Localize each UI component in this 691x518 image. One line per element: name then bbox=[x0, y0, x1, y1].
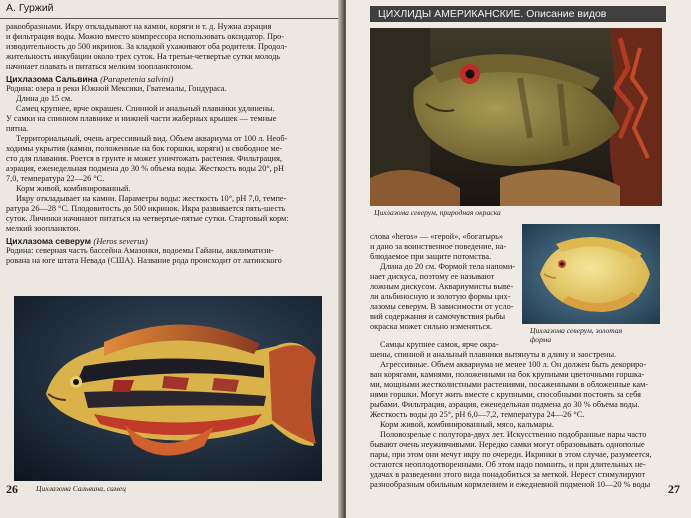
author-name: А. Гуржий bbox=[6, 2, 54, 14]
caption-line: Цихлазома северум, золотая bbox=[530, 326, 623, 335]
section-title-severus bbox=[6, 236, 332, 246]
text-line: рована на юге штата Невада (США). Название рода происходит от латинского bbox=[6, 256, 282, 265]
chapter-title: ЦИХЛИДЫ АМЕРИКАНСКИЕ. Описание видов bbox=[378, 8, 607, 20]
latin-name: (Heros severus) bbox=[93, 236, 148, 246]
text-line: пары, при этом они мечут икру по очереди. Икринки в этом случае, разумеется, bbox=[370, 450, 652, 459]
text-line: суток. Личинки начинают питаться на четвертые-пятые сутки. Стартовый корм: bbox=[6, 214, 289, 223]
text-line: окраска может сильно изменяться. bbox=[370, 322, 493, 331]
text-line: Родина: северная часть бассейна Амазонки, водоемы Гайаны, акклиматизи- bbox=[6, 246, 274, 255]
text-line: Самец крупнее, ярче окрашен. Спинной и анальный плавники удлинены. bbox=[16, 104, 275, 113]
text-line: слова «heros» — «герой», «богатырь» bbox=[370, 232, 504, 241]
text-line: Жесткость воды до 25°, pH 6,0—7,2, температура 24—26 °С. bbox=[370, 410, 585, 419]
text-line: начинает плавать и питаться мелким зоопланктоном. bbox=[6, 62, 193, 71]
text-line: Корм живой, комбинированный. bbox=[16, 184, 131, 193]
text-line: Родина: озера и реки Южной Мексики, Гватемалы, Гондураса. bbox=[6, 84, 227, 93]
left-text-block bbox=[6, 22, 332, 266]
text-line: ван корягами, камнями, положенными на бок крупными цветочными горшка- bbox=[370, 370, 645, 379]
text-line: Корм живой, комбинированный, мясо, кальмары. bbox=[380, 420, 554, 429]
latin-name: (Parapetenia salvini) bbox=[100, 74, 174, 84]
caption-line: форма bbox=[530, 335, 552, 344]
right-running-header bbox=[370, 6, 666, 22]
text-line: У самки на спинном плавнике и нижней части жаберных крышек — темные bbox=[6, 114, 277, 123]
salvini-caption: Цихлазома Сальвина, самец bbox=[36, 484, 126, 493]
left-page bbox=[0, 0, 342, 518]
text-line: бывают очень неуживчивыми. Нередко самки могут образовывать однополые bbox=[370, 440, 645, 449]
text-line: остаются неоплодотворенными. Об этом надо помнить, и при длительных не- bbox=[370, 460, 646, 469]
text-line: удачах в разведении этого вида понадобиться за меткой. Нерест стимулируют bbox=[370, 470, 646, 479]
text-line: мелкий зоопланктон. bbox=[6, 224, 81, 233]
section-title-text: Цихлазома Сальвина bbox=[6, 74, 98, 84]
text-line: пятна. bbox=[6, 124, 29, 133]
severus-natural-photo bbox=[370, 28, 662, 206]
text-line: нями горшки. Могут жить вместе с крупными, способными постоять за себя bbox=[370, 390, 641, 399]
text-line: изводительность до 500 икринок. За кладкой ухаживают оба родителя. Продол- bbox=[6, 42, 288, 51]
text-line: аэрация, еженедельная подмена до 30 % объема воды. Жесткость воды 20°, pH bbox=[6, 164, 284, 173]
text-line: ми, мощными жестколистными растениями, посаженными в обложенные кам- bbox=[370, 380, 649, 389]
text-line: Длина до 20 см. Формой тела напоми- bbox=[380, 262, 516, 271]
section-title-salvini bbox=[6, 74, 332, 84]
severus-gold-photo bbox=[522, 224, 660, 324]
left-page-number: 26 bbox=[6, 482, 18, 496]
text-line: жительность инкубации около трех суток. На третьи-четвертые сутки молодь bbox=[6, 52, 281, 61]
text-line: разнообразным обильным кормлением и ежедневной подменой 10—20 % воды bbox=[370, 480, 651, 489]
severus-gold-illustration bbox=[522, 224, 660, 324]
text-line: Длина до 15 см. bbox=[16, 94, 73, 103]
text-line: ходимы укрытия (камни, положенные на бок горшки, коряги) и свободное ме- bbox=[6, 144, 283, 153]
right-full-text bbox=[370, 340, 662, 490]
salvini-photo bbox=[14, 296, 322, 481]
text-line: Самцы крупнее самок, ярче окра- bbox=[380, 340, 499, 349]
text-line: нает дискуса, поэтому ее называют bbox=[370, 272, 495, 281]
severus-natural-caption: Цихлазома северум, природная окраска bbox=[374, 208, 501, 217]
text-line: Половозрелые с полутора-двух лет. Искусственно подобранные пары часто bbox=[380, 430, 647, 439]
severus-natural-illustration bbox=[370, 28, 662, 206]
section-title-text: Цихлазома северум bbox=[6, 236, 91, 246]
right-page bbox=[346, 0, 691, 518]
text-line: и фильтрация воды. Можно вместо компрессора использовать оксидатор. Про- bbox=[6, 32, 285, 41]
text-line: лазомы северум. В зависимости от усло- bbox=[370, 302, 514, 311]
text-line: Территориальный, очень агрессивный вид. Объем аквариума от 100 л. Необ- bbox=[16, 134, 288, 143]
right-page-number: 27 bbox=[668, 482, 680, 496]
text-line: ли альбиносную и золотую формы цих- bbox=[370, 292, 511, 301]
text-line: ратура 26—28 °С. Плодовитость до 500 икринок. Икра развивается пять-шесть bbox=[6, 204, 286, 213]
left-running-header bbox=[0, 0, 342, 19]
text-line: ложным дискусом. Аквариумисты выве- bbox=[370, 282, 514, 291]
text-line: сто для плавания. Роется в грунте и может уничтожать растения. Фильтрация, bbox=[6, 154, 282, 163]
text-line: рыбами. Фильтрация, аэрация, еженедельная подмена до 30 % объема воды. bbox=[370, 400, 640, 409]
right-column-text bbox=[370, 232, 518, 332]
text-line: блюдаемое при защите потомства. bbox=[370, 252, 492, 261]
text-line: 7,0, температура 22—26 °С. bbox=[6, 174, 105, 183]
text-line: вий содержания и самочувствия рыбы bbox=[370, 312, 506, 321]
salvini-fish-illustration bbox=[14, 296, 322, 481]
text-line: Икру откладывает на камни. Параметры воды: жесткость 10°, pH 7,0, темпе- bbox=[16, 194, 287, 203]
text-line: ракообразными. Икру откладывают на камни, коряги и т. д. Нужна аэрация bbox=[6, 22, 272, 31]
text-line: Агрессивные. Объем аквариума не менее 100 л. Он должен быть декориро- bbox=[380, 360, 647, 369]
text-line: и дано за воинственное поведение, на- bbox=[370, 242, 507, 251]
text-line: шены, спинной и анальный плавники вытянуты в длину и заострены. bbox=[370, 350, 617, 359]
